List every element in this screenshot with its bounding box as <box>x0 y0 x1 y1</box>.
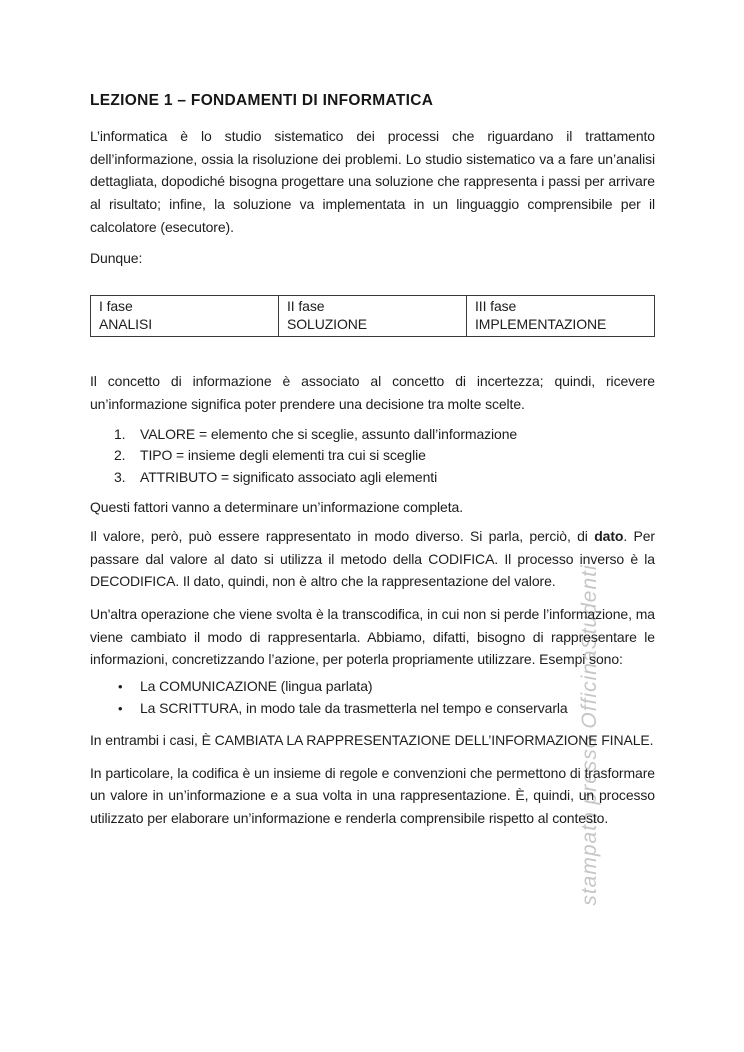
valore-bold-word: dato <box>594 527 624 544</box>
list-item <box>90 467 655 489</box>
list-item <box>90 424 655 446</box>
phase-name: IMPLEMENTAZIONE <box>475 315 607 332</box>
valore-text-start: Il valore, però, può essere rappresentato in modo diverso. Si parla, perciò, di <box>90 527 595 544</box>
document-content <box>90 92 655 841</box>
list-item-number: 1. <box>114 425 126 442</box>
list-item-text: ATTRIBUTO = significato associato agli elementi <box>140 468 438 485</box>
phases-table <box>90 295 655 337</box>
bullet-icon: • <box>118 679 123 695</box>
phase-label: I fase <box>99 298 133 315</box>
bullet-item-text: La COMUNICAZIONE (lingua parlata) <box>140 678 373 695</box>
transcodifica-paragraph: Un'altra operazione che viene svolta è la transcodifica, in cui non si perde l’informazione, ma viene cambiato il modo di rappresentarla. Abbiamo, difatti, bisogno di rappresentare le informazioni, concretizzando l’azione, per poterla propriamente utilizzare. Esempi sono: <box>90 605 655 668</box>
entrambi-paragraph: In entrambi i casi, È CAMBIATA LA RAPPRESENTAZIONE DELL’INFORMAZIONE FINALE. <box>90 732 654 749</box>
valore-paragraph <box>90 525 655 593</box>
intro-paragraph: L’informatica è lo studio sistematico dei processi che riguardano il trattamento dell’informazione, ossia la risoluzione dei problemi. Lo studio sistematico va a fare un’analisi dettagliata, dopodiché bisogna progettare una soluzione che rappresenta i passi per arrivare al risultato; infine, la soluzione va implementata in un linguaggio comprensibile per il calcolatore (esecutore). <box>90 128 655 235</box>
bullet-list <box>90 676 655 719</box>
phase-name: SOLUZIONE <box>287 315 368 332</box>
bullet-item <box>90 698 655 720</box>
list-item <box>90 445 655 467</box>
codifica-paragraph: In particolare, la codifica è un insieme di regole e convenzioni che permettono di trasformare un valore in un’informazione e a sua volta in una rappresentazione. È, quindi, un processo utilizzato per elaborare un’informazione e renderla comprensibile rispetto al contesto. <box>90 764 655 827</box>
list-item-number: 2. <box>114 447 126 464</box>
fattori-paragraph: Questi fattori vanno a determinare un’informazione completa. <box>90 499 463 516</box>
bullet-icon: • <box>118 700 123 716</box>
concetto-paragraph: Il concetto di informazione è associato al concetto di incertezza; quindi, ricevere un’informazione significa poter prendere una decisione tra molte scelte. <box>90 373 655 412</box>
valore-text-end: . Per passare dal valore al dato si utilizza il metodo della CODIFICA. Il processo inverso è la DECODIFICA. Il dato, quindi, non è altro che la rappresentazione del valore. <box>90 527 655 590</box>
list-item-number: 3. <box>114 468 126 485</box>
watermark-text: stampato presso OfficinaStudenti <box>578 564 601 906</box>
dunque-line: Dunque: <box>90 249 143 266</box>
bullet-item <box>90 676 655 698</box>
phase-label: III fase <box>475 298 517 315</box>
phase-cell-soluzione <box>279 296 467 337</box>
numbered-list <box>90 424 655 489</box>
phase-cell-implementazione <box>467 296 655 337</box>
phase-name: ANALISI <box>99 315 152 332</box>
bullet-item-text: La SCRITTURA, in modo tale da trasmetterla nel tempo e conservarla <box>140 699 568 716</box>
phase-cell-analisi <box>91 296 279 337</box>
phase-label: II fase <box>287 298 325 315</box>
page-title: LEZIONE 1 – FONDAMENTI DI INFORMATICA <box>90 92 434 109</box>
phases-table-row <box>91 296 655 337</box>
list-item-text: VALORE = elemento che si sceglie, assunto dall’informazione <box>140 425 518 442</box>
list-item-text: TIPO = insieme degli elementi tra cui si sceglie <box>140 447 426 464</box>
